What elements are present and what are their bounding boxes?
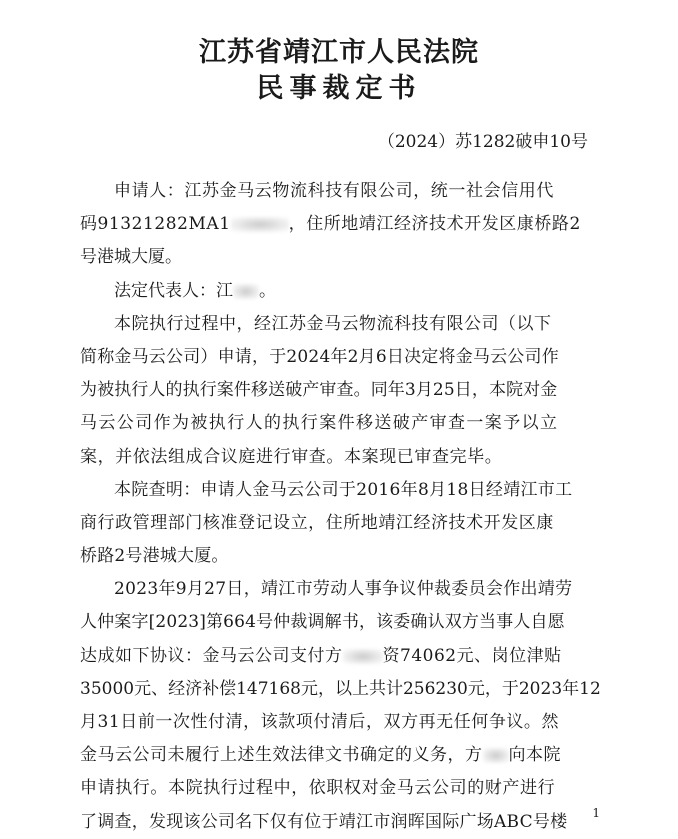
line-text: 35000元、经济补偿147168元，以上共计256230元，于2023年12 bbox=[80, 678, 601, 699]
line-text: 金马云公司未履行上述生效法律文书确定的义务，方 bbox=[80, 745, 483, 766]
line-text: 法定代表人：江 bbox=[114, 280, 233, 301]
document-body bbox=[80, 175, 606, 839]
text-line bbox=[80, 640, 606, 673]
line-text: 本院执行过程中，经江苏金马云物流科技有限公司（以下 bbox=[114, 313, 552, 334]
line-text: 月31日前一次性付清，该款项付清后，双方再无任何争议。然 bbox=[80, 712, 560, 732]
text-line bbox=[80, 540, 606, 573]
text-line bbox=[80, 308, 606, 341]
text-line bbox=[80, 806, 606, 839]
line-text: 商行政管理部门核准登记设立，住所地靖江经济技术开发区康 bbox=[80, 512, 554, 533]
text-line bbox=[80, 374, 606, 407]
line-text: 本院查明：申请人金马云公司于2016年8月18日经靖江市工 bbox=[114, 479, 573, 500]
line-text: 资74062元、岗位津贴 bbox=[382, 645, 562, 666]
text-line bbox=[80, 673, 606, 706]
text-line bbox=[80, 341, 606, 374]
line-text: 申请执行。本院执行过程中，依职权对金马云公司的财产进行 bbox=[80, 778, 556, 799]
line-text: ，住所地靖江经济技术开发区康桥路2 bbox=[288, 214, 581, 235]
redaction-blur bbox=[483, 748, 509, 763]
text-line bbox=[80, 507, 606, 540]
line-text: 马云公司作为被执行人的执行案件移送破产审查一案予以立 bbox=[80, 413, 559, 434]
line-text: 人仲案字[2023]第664号仲裁调解书，该委确认双方当事人自愿 bbox=[80, 612, 565, 633]
line-text: 申请人：江苏金马云物流科技有限公司，统一社会信用代 bbox=[114, 181, 554, 201]
redaction-blur bbox=[233, 284, 259, 299]
line-text: 为被执行人的执行案件移送破产审查。同年3月25日，本院对金 bbox=[80, 380, 558, 401]
text-line bbox=[80, 474, 606, 507]
page-number: 1 bbox=[592, 806, 600, 820]
line-text: 案，并依法组成合议庭进行审查。本案现已审查完毕。 bbox=[80, 446, 503, 467]
line-text: 号港城大厦。 bbox=[80, 247, 182, 268]
text-line bbox=[80, 208, 606, 241]
redaction-blur bbox=[343, 649, 383, 664]
line-text: 桥路2号港城大厦。 bbox=[80, 546, 229, 567]
document-type: 民事裁定书 bbox=[256, 73, 422, 104]
text-line bbox=[80, 241, 606, 274]
text-line bbox=[80, 441, 606, 474]
court-name: 江苏省靖江市人民法院 bbox=[199, 37, 479, 68]
text-line bbox=[80, 706, 606, 739]
text-line bbox=[80, 407, 606, 440]
line-text: 了调查，发现该公司名下仅有位于靖江市润晖国际广场ABC号楼 bbox=[80, 811, 568, 832]
line-text: 2023年9月27日，靖江市劳动人事争议仲裁委员会作出靖劳 bbox=[114, 579, 573, 600]
case-number: （2024）苏1282破申10号 bbox=[377, 132, 588, 152]
text-line bbox=[80, 606, 606, 639]
redaction-blur bbox=[231, 217, 289, 232]
line-text: 达成如下协议：金马云公司支付方 bbox=[80, 645, 343, 666]
line-text: 简称金马云公司）申请，于2024年2月6日决定将金马云公司作 bbox=[80, 346, 559, 367]
line-text: 码91321282MA1 bbox=[80, 214, 231, 235]
line-text: 。 bbox=[259, 280, 276, 301]
text-line bbox=[80, 275, 606, 308]
text-line bbox=[80, 573, 606, 606]
text-line bbox=[80, 739, 606, 772]
text-line bbox=[80, 772, 606, 805]
text-line bbox=[80, 175, 606, 208]
line-text: 向本院 bbox=[508, 745, 561, 766]
